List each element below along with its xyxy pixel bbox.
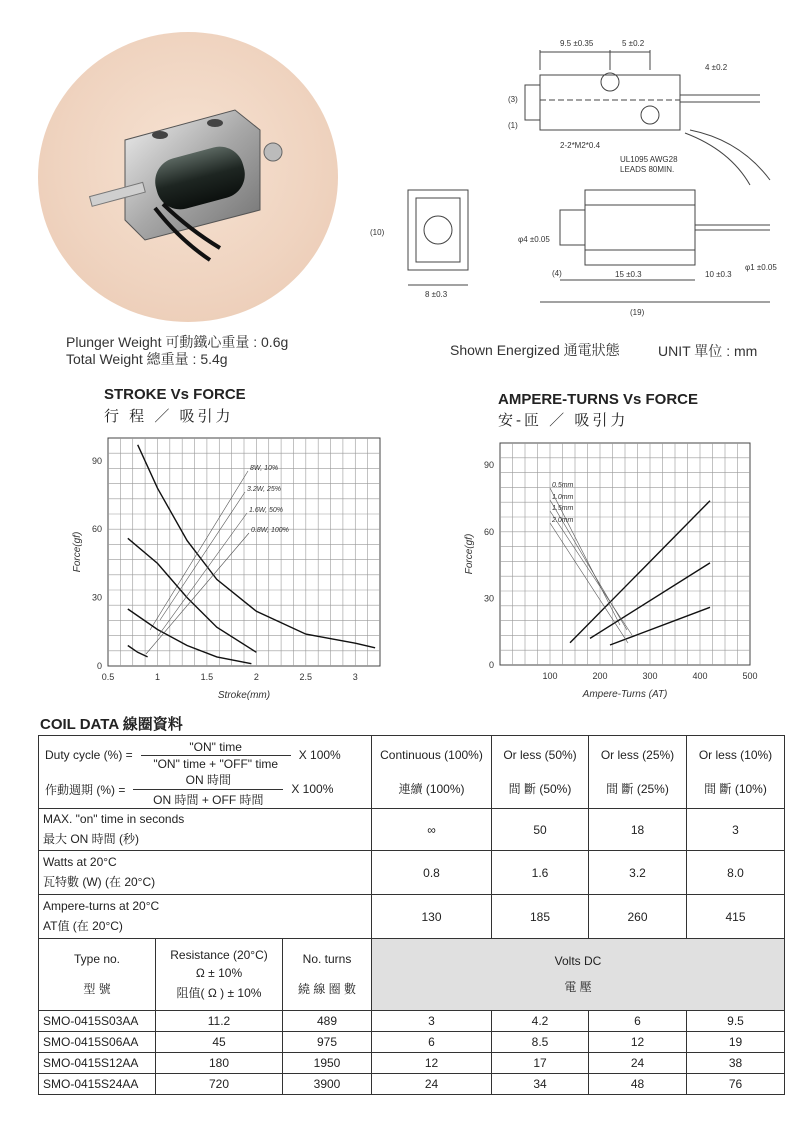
legend-label: 3.2W, 25% <box>247 486 281 493</box>
y-tick-label: 0 <box>488 660 494 670</box>
series-line <box>128 646 148 657</box>
volts: 6 <box>372 1032 492 1053</box>
chart1-subtitle: 行 程 ／ 吸引力 <box>104 408 234 425</box>
max-on-row <box>39 809 785 851</box>
chart2-title: AMPERE-TURNS Vs FORCE <box>498 391 699 408</box>
dim-phi1: φ1 ±0.05 <box>745 263 777 272</box>
watts-row <box>39 851 785 895</box>
duty-fraction-en <box>141 740 291 771</box>
table-row <box>39 1074 785 1095</box>
col-10: Or less (10%) 間 斷 (10%) <box>687 736 785 809</box>
x100-zh: X 100% <box>291 782 334 796</box>
x-tick-label: 2 <box>253 672 259 682</box>
x-tick-label: 2.5 <box>299 672 313 682</box>
duty-den-zh: ON 時間 + OFF 時間 <box>153 792 264 807</box>
y-tick-label: 30 <box>483 593 494 604</box>
dim-4: 4 ±0.2 <box>705 63 728 72</box>
dim-8: 8 ±0.3 <box>425 290 448 299</box>
x-tick-label: 3 <box>352 672 358 682</box>
chart1-title: STROKE Vs FORCE <box>104 386 246 403</box>
type-header: Type no. 型 號 <box>39 939 156 1011</box>
legend-label: 1.0mm <box>552 494 574 501</box>
duty-num-en: "ON" time <box>141 740 291 756</box>
volts: 8.5 <box>492 1032 589 1053</box>
legend-label: 1.5mm <box>552 505 574 512</box>
max-on-value: 50 <box>492 809 589 851</box>
ampere-turns-value: 130 <box>372 895 492 939</box>
dim-19: (19) <box>630 308 645 317</box>
dim-1: (1) <box>508 121 518 130</box>
volts: 76 <box>687 1074 785 1095</box>
x-tick-label: 400 <box>692 671 708 681</box>
volts: 17 <box>492 1053 589 1074</box>
ampere-turns-row <box>39 895 785 939</box>
duty-den-en: "ON" time + "OFF" time <box>153 756 279 771</box>
type-no: SMO-0415S06AA <box>39 1032 156 1053</box>
series-line <box>570 501 710 643</box>
y-axis-label: Force(gf) <box>464 533 475 575</box>
x-axis-label: Ampere-Turns (AT) <box>582 689 668 700</box>
max-on-value: 18 <box>589 809 687 851</box>
legend-label: 0.5mm <box>552 482 574 489</box>
chart2-subtitle: 安-匝 ／ 吸引力 <box>498 412 629 429</box>
dim-leads-1: UL1095 AWG28 <box>620 155 678 164</box>
x-tick-label: 1.5 <box>200 672 214 682</box>
duty-num-zh: ON 時間 <box>133 771 283 790</box>
type-no: SMO-0415S24AA <box>39 1074 156 1095</box>
turns: 1950 <box>283 1053 372 1074</box>
watts-value: 3.2 <box>589 851 687 895</box>
x-tick-label: 0.5 <box>101 672 115 682</box>
resistance: 45 <box>156 1032 283 1053</box>
y-tick-label: 90 <box>483 460 494 471</box>
dim-10-2: 10 ±0.3 <box>705 270 732 279</box>
y-tick-label: 60 <box>91 524 102 535</box>
duty-label-en: Duty cycle (%) = <box>45 748 133 762</box>
x-tick-label: 500 <box>742 671 758 681</box>
dim-9-5: 9.5 ±0.35 <box>560 39 594 48</box>
leader-line <box>550 523 628 643</box>
duty-cycle-row <box>39 736 785 809</box>
volts: 3 <box>372 1011 492 1032</box>
y-tick-label: 30 <box>91 592 102 603</box>
x-tick-label: 200 <box>592 671 608 681</box>
volts: 9.5 <box>687 1011 785 1032</box>
watts-value: 1.6 <box>492 851 589 895</box>
watts-label: Watts at 20°C 瓦特數 (W) (在 20°C) <box>39 851 372 895</box>
watts-value: 8.0 <box>687 851 785 895</box>
turns-header: No. turns 繞 線 圈 數 <box>283 939 372 1011</box>
volts: 38 <box>687 1053 785 1074</box>
volts: 19 <box>687 1032 785 1053</box>
legend-label: 0.8W, 100% <box>251 527 289 534</box>
x100-en: X 100% <box>298 748 341 762</box>
legend-label: 8W, 10% <box>250 465 279 472</box>
turns: 975 <box>283 1032 372 1053</box>
col-25: Or less (25%) 間 斷 (25%) <box>589 736 687 809</box>
dim-10: (10) <box>370 228 385 237</box>
shown-energized: Shown Energized 通電狀態 <box>450 342 620 358</box>
watts-value: 0.8 <box>372 851 492 895</box>
turns: 489 <box>283 1011 372 1032</box>
y-tick-label: 60 <box>483 526 494 537</box>
technical-drawing <box>360 30 780 320</box>
legend-label: 1.6W, 50% <box>249 507 283 514</box>
resistance-header: Resistance (20°C) Ω ± 10% 阻值( Ω ) ± 10% <box>156 939 283 1011</box>
dim-4-paren: (4) <box>552 269 562 278</box>
duty-fraction-zh <box>133 771 283 808</box>
ampere-turns-value: 415 <box>687 895 785 939</box>
x-tick-label: 1 <box>154 672 160 682</box>
volts: 24 <box>372 1074 492 1095</box>
volts-header: Volts DC 電 壓 <box>372 939 785 1011</box>
total-weight: Total Weight 總重量 : 5.4g <box>66 351 228 367</box>
ampere-turns-force-chart <box>455 435 758 705</box>
max-on-value: 3 <box>687 809 785 851</box>
volts: 12 <box>372 1053 492 1074</box>
resistance: 180 <box>156 1053 283 1074</box>
col-continuous: Continuous (100%) 連續 (100%) <box>372 736 492 809</box>
y-axis-label: Force(gf) <box>72 531 83 573</box>
volts: 6 <box>589 1011 687 1032</box>
type-no: SMO-0415S03AA <box>39 1011 156 1032</box>
volts: 24 <box>589 1053 687 1074</box>
solenoid-photo <box>85 90 315 280</box>
plunger-weight: Plunger Weight 可動鐵心重量 : 0.6g <box>66 334 289 350</box>
dim-15: 15 ±0.3 <box>615 270 642 279</box>
duty-label-zh: 作動週期 (%) = <box>45 782 126 797</box>
dim-5: 5 ±0.2 <box>622 39 645 48</box>
dim-leads-2: LEADS 80MIN. <box>620 165 675 174</box>
x-tick-label: 300 <box>642 671 658 681</box>
max-on-value: ∞ <box>372 809 492 851</box>
volts: 4.2 <box>492 1011 589 1032</box>
col-50: Or less (50%) 間 斷 (50%) <box>492 736 589 809</box>
type-header-row <box>39 939 785 1011</box>
x-axis-label: Stroke(mm) <box>217 690 271 701</box>
table-row <box>39 1053 785 1074</box>
max-on-label: MAX. "on" time in seconds 最大 ON 時間 (秒) <box>39 809 372 851</box>
ampere-turns-label: Ampere-turns at 20°C AT值 (在 20°C) <box>39 895 372 939</box>
duty-cycle-formula <box>39 736 372 809</box>
y-tick-label: 0 <box>96 661 102 671</box>
leader-line <box>160 492 245 620</box>
table-row <box>39 1011 785 1032</box>
x-tick-label: 100 <box>542 671 558 681</box>
type-no: SMO-0415S12AA <box>39 1053 156 1074</box>
stroke-force-chart <box>50 430 358 705</box>
dim-3: (3) <box>508 95 518 104</box>
resistance: 11.2 <box>156 1011 283 1032</box>
leader-line <box>150 471 248 630</box>
coil-data-table <box>38 735 785 1095</box>
coil-data-title: COIL DATA 線圈資料 <box>40 716 183 733</box>
ampere-turns-value: 185 <box>492 895 589 939</box>
volts: 34 <box>492 1074 589 1095</box>
legend-label: 2.0mm <box>552 517 574 524</box>
volts: 48 <box>589 1074 687 1095</box>
unit-label: UNIT 單位 : mm <box>658 343 758 359</box>
volts: 12 <box>589 1032 687 1053</box>
resistance: 720 <box>156 1074 283 1095</box>
dim-screw: 2-2*M2*0.4 <box>560 141 601 150</box>
table-row <box>39 1032 785 1053</box>
dim-phi4: φ4 ±0.05 <box>518 235 550 244</box>
turns: 3900 <box>283 1074 372 1095</box>
ampere-turns-value: 260 <box>589 895 687 939</box>
series-line <box>128 609 252 664</box>
y-tick-label: 90 <box>91 455 102 466</box>
